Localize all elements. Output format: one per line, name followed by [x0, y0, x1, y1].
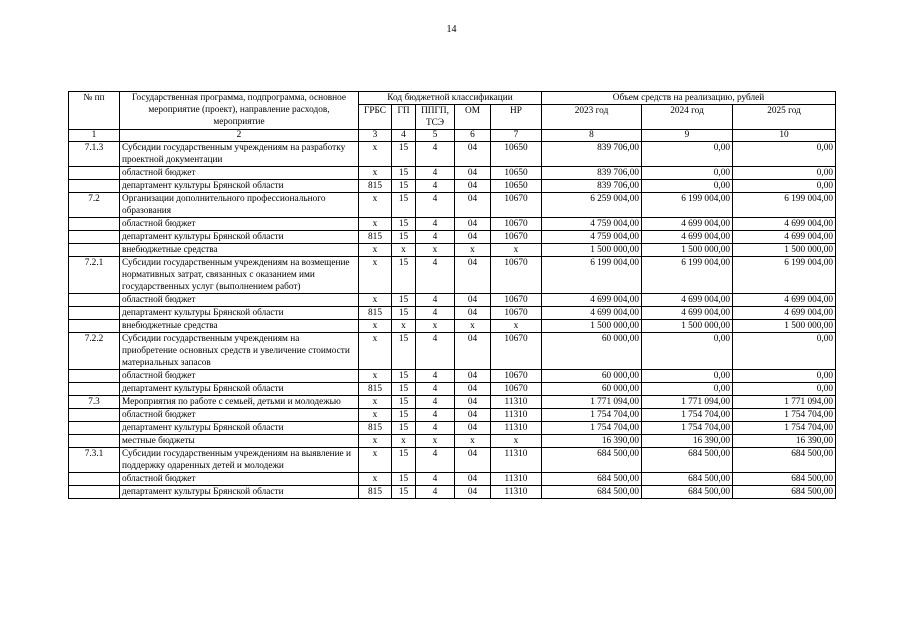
- row-number: [69, 231, 120, 244]
- cell-nr: 10670: [491, 231, 542, 244]
- cell-gp: 15: [392, 383, 416, 396]
- table-row: [69, 257, 836, 294]
- cell-2023: 839 706,00: [542, 180, 642, 193]
- cell-2023: 60 000,00: [542, 383, 642, 396]
- row-number: [69, 435, 120, 448]
- cell-nr: 11310: [491, 422, 542, 435]
- table-row: [69, 142, 836, 167]
- cell-ppgp: х: [416, 244, 455, 257]
- cell-gp: 15: [392, 180, 416, 193]
- cell-2025: 0,00: [733, 370, 836, 383]
- header-ppgp: ППГП, ТСЭ: [416, 105, 455, 130]
- cell-ppgp: 4: [416, 422, 455, 435]
- cell-grbs: х: [359, 396, 392, 409]
- cell-2025: 684 500,00: [733, 486, 836, 499]
- cell-grbs: х: [359, 409, 392, 422]
- cell-nr: 11310: [491, 448, 542, 473]
- table-header: [69, 92, 836, 130]
- row-name: областной бюджет: [120, 409, 359, 422]
- cell-nr: 10670: [491, 370, 542, 383]
- row-name: областной бюджет: [120, 294, 359, 307]
- cell-grbs: х: [359, 244, 392, 257]
- cell-2024: 684 500,00: [642, 486, 733, 499]
- header-classification-group: Код бюджетной классификации: [359, 92, 542, 105]
- column-number: 9: [642, 130, 733, 142]
- table-row: [69, 448, 836, 473]
- cell-2024: 1 500 000,00: [642, 320, 733, 333]
- cell-grbs: х: [359, 435, 392, 448]
- cell-ppgp: 4: [416, 142, 455, 167]
- row-number: [69, 180, 120, 193]
- row-name: департамент культуры Брянской области: [120, 422, 359, 435]
- cell-grbs: х: [359, 294, 392, 307]
- cell-om: х: [455, 320, 491, 333]
- cell-ppgp: 4: [416, 370, 455, 383]
- cell-2025: 4 699 004,00: [733, 307, 836, 320]
- cell-ppgp: 4: [416, 218, 455, 231]
- column-number: 2: [120, 130, 359, 142]
- cell-ppgp: 4: [416, 383, 455, 396]
- cell-nr: 10670: [491, 218, 542, 231]
- cell-2025: 684 500,00: [733, 473, 836, 486]
- cell-om: 04: [455, 294, 491, 307]
- column-number: 4: [392, 130, 416, 142]
- header-year-2025: 2025 год: [733, 105, 836, 130]
- cell-nr: х: [491, 435, 542, 448]
- cell-ppgp: 4: [416, 294, 455, 307]
- cell-ppgp: х: [416, 320, 455, 333]
- cell-2025: 0,00: [733, 167, 836, 180]
- cell-ppgp: 4: [416, 333, 455, 370]
- table-row: [69, 473, 836, 486]
- column-number: 1: [69, 130, 120, 142]
- cell-2024: 0,00: [642, 167, 733, 180]
- table-row: [69, 231, 836, 244]
- cell-2024: 0,00: [642, 383, 733, 396]
- column-number: 8: [542, 130, 642, 142]
- cell-gp: 15: [392, 307, 416, 320]
- header-nr: НР: [491, 105, 542, 130]
- table-row: [69, 244, 836, 257]
- cell-nr: 10670: [491, 383, 542, 396]
- header-num: № пп: [69, 92, 120, 130]
- row-number: 7.2: [69, 193, 120, 218]
- cell-gp: 15: [392, 448, 416, 473]
- cell-ppgp: 4: [416, 231, 455, 244]
- cell-ppgp: 4: [416, 473, 455, 486]
- cell-nr: 11310: [491, 473, 542, 486]
- table-row: [69, 218, 836, 231]
- cell-om: 04: [455, 333, 491, 370]
- column-number: 5: [416, 130, 455, 142]
- row-number: 7.2.1: [69, 257, 120, 294]
- cell-om: х: [455, 435, 491, 448]
- cell-2024: 4 699 004,00: [642, 218, 733, 231]
- cell-grbs: х: [359, 333, 392, 370]
- cell-2025: 1 754 704,00: [733, 422, 836, 435]
- budget-table: [68, 91, 836, 499]
- row-number: [69, 244, 120, 257]
- table-row: [69, 307, 836, 320]
- row-number: [69, 422, 120, 435]
- cell-grbs: х: [359, 167, 392, 180]
- cell-ppgp: х: [416, 435, 455, 448]
- cell-ppgp: 4: [416, 448, 455, 473]
- cell-2023: 6 199 004,00: [542, 257, 642, 294]
- cell-2024: 4 699 004,00: [642, 294, 733, 307]
- page-number: 14: [446, 24, 457, 35]
- header-volume-group: Объем средств на реализацию, рублей: [542, 92, 836, 105]
- cell-2024: 0,00: [642, 142, 733, 167]
- table-row: [69, 383, 836, 396]
- cell-2024: 0,00: [642, 370, 733, 383]
- cell-nr: 11310: [491, 396, 542, 409]
- row-number: [69, 167, 120, 180]
- row-name: Субсидии государственным учреждениям на выявление и поддержку одаренных детей и молодежи: [120, 448, 359, 473]
- cell-ppgp: 4: [416, 257, 455, 294]
- cell-2023: 4 759 004,00: [542, 218, 642, 231]
- cell-2025: 684 500,00: [733, 448, 836, 473]
- cell-2023: 60 000,00: [542, 370, 642, 383]
- cell-grbs: х: [359, 218, 392, 231]
- cell-ppgp: 4: [416, 193, 455, 218]
- table-row: [69, 180, 836, 193]
- table-row: [69, 333, 836, 370]
- cell-grbs: х: [359, 193, 392, 218]
- row-name: департамент культуры Брянской области: [120, 180, 359, 193]
- cell-gp: 15: [392, 142, 416, 167]
- row-name: Организации дополнительного профессионального образования: [120, 193, 359, 218]
- cell-ppgp: 4: [416, 396, 455, 409]
- cell-2023: 1 754 704,00: [542, 409, 642, 422]
- table-row: [69, 320, 836, 333]
- cell-2023: 1 500 000,00: [542, 320, 642, 333]
- cell-gp: 15: [392, 473, 416, 486]
- cell-nr: 10670: [491, 193, 542, 218]
- cell-om: 04: [455, 307, 491, 320]
- cell-om: 04: [455, 142, 491, 167]
- row-name: Субсидии государственным учреждениям на приобретение основных средств и увеличение стоимости материальных запасов: [120, 333, 359, 370]
- cell-nr: 10650: [491, 180, 542, 193]
- cell-2025: 1 754 704,00: [733, 409, 836, 422]
- cell-grbs: х: [359, 370, 392, 383]
- row-number: [69, 294, 120, 307]
- table-row: [69, 486, 836, 499]
- row-number: 7.2.2: [69, 333, 120, 370]
- cell-2025: 1 500 000,00: [733, 244, 836, 257]
- row-number: [69, 409, 120, 422]
- cell-om: 04: [455, 473, 491, 486]
- cell-2023: 839 706,00: [542, 142, 642, 167]
- row-name: внебюджетные средства: [120, 320, 359, 333]
- cell-2024: 1 754 704,00: [642, 409, 733, 422]
- column-number-row: [69, 130, 836, 142]
- column-number: 7: [491, 130, 542, 142]
- cell-grbs: 815: [359, 180, 392, 193]
- cell-2023: 684 500,00: [542, 448, 642, 473]
- cell-ppgp: 4: [416, 167, 455, 180]
- row-number: 7.3.1: [69, 448, 120, 473]
- cell-2023: 16 390,00: [542, 435, 642, 448]
- cell-gp: х: [392, 435, 416, 448]
- cell-gp: 15: [392, 333, 416, 370]
- cell-2023: 60 000,00: [542, 333, 642, 370]
- cell-gp: х: [392, 244, 416, 257]
- row-name: Субсидии государственным учреждениям на возмещение нормативных затрат, связанных с оказанием ими государственных услуг (выполнением работ): [120, 257, 359, 294]
- cell-2024: 16 390,00: [642, 435, 733, 448]
- cell-grbs: х: [359, 257, 392, 294]
- cell-om: 04: [455, 422, 491, 435]
- cell-2025: 4 699 004,00: [733, 294, 836, 307]
- cell-grbs: 815: [359, 422, 392, 435]
- cell-2025: 0,00: [733, 180, 836, 193]
- row-name: областной бюджет: [120, 473, 359, 486]
- column-number: 6: [455, 130, 491, 142]
- cell-gp: 15: [392, 167, 416, 180]
- table-row: [69, 435, 836, 448]
- column-number: 10: [733, 130, 836, 142]
- row-number: 7.1.3: [69, 142, 120, 167]
- row-number: [69, 307, 120, 320]
- cell-2025: 1 500 000,00: [733, 320, 836, 333]
- cell-om: 04: [455, 486, 491, 499]
- cell-2024: 0,00: [642, 333, 733, 370]
- table-row: [69, 422, 836, 435]
- header-om: ОМ: [455, 105, 491, 130]
- cell-2025: 0,00: [733, 333, 836, 370]
- row-name: внебюджетные средства: [120, 244, 359, 257]
- row-name: областной бюджет: [120, 370, 359, 383]
- cell-nr: х: [491, 320, 542, 333]
- cell-grbs: х: [359, 473, 392, 486]
- cell-2024: 1 771 094,00: [642, 396, 733, 409]
- row-number: [69, 383, 120, 396]
- cell-grbs: 815: [359, 231, 392, 244]
- cell-2024: 4 699 004,00: [642, 307, 733, 320]
- cell-nr: 10670: [491, 307, 542, 320]
- row-name: департамент культуры Брянской области: [120, 486, 359, 499]
- table-body: [69, 130, 836, 499]
- header-grbs: ГРБС: [359, 105, 392, 130]
- cell-2024: 1 754 704,00: [642, 422, 733, 435]
- cell-2024: 1 500 000,00: [642, 244, 733, 257]
- cell-om: 04: [455, 409, 491, 422]
- header-name: Государственная программа, подпрограмма, основное мероприятие (проект), направление расходов, мероприятие: [120, 92, 359, 130]
- cell-grbs: х: [359, 142, 392, 167]
- row-number: [69, 473, 120, 486]
- cell-2023: 1 754 704,00: [542, 422, 642, 435]
- cell-nr: х: [491, 244, 542, 257]
- cell-grbs: 815: [359, 307, 392, 320]
- cell-2023: 684 500,00: [542, 473, 642, 486]
- table-row: [69, 193, 836, 218]
- row-name: департамент культуры Брянской области: [120, 307, 359, 320]
- cell-nr: 10650: [491, 142, 542, 167]
- cell-gp: 15: [392, 486, 416, 499]
- cell-nr: 11310: [491, 409, 542, 422]
- cell-gp: 15: [392, 422, 416, 435]
- cell-grbs: х: [359, 448, 392, 473]
- cell-grbs: 815: [359, 383, 392, 396]
- cell-ppgp: 4: [416, 307, 455, 320]
- cell-gp: 15: [392, 231, 416, 244]
- cell-2025: 0,00: [733, 383, 836, 396]
- column-number: 3: [359, 130, 392, 142]
- cell-2023: 4 699 004,00: [542, 294, 642, 307]
- cell-2025: 0,00: [733, 142, 836, 167]
- cell-2025: 16 390,00: [733, 435, 836, 448]
- row-number: [69, 320, 120, 333]
- cell-2023: 4 699 004,00: [542, 307, 642, 320]
- cell-2023: 1 771 094,00: [542, 396, 642, 409]
- cell-2025: 4 699 004,00: [733, 231, 836, 244]
- cell-2025: 6 199 004,00: [733, 193, 836, 218]
- cell-grbs: 815: [359, 486, 392, 499]
- cell-om: 04: [455, 193, 491, 218]
- cell-om: 04: [455, 231, 491, 244]
- table-row: [69, 370, 836, 383]
- cell-2024: 0,00: [642, 180, 733, 193]
- cell-2024: 6 199 004,00: [642, 257, 733, 294]
- row-name: областной бюджет: [120, 167, 359, 180]
- row-name: местные бюджеты: [120, 435, 359, 448]
- header-year-2024: 2024 год: [642, 105, 733, 130]
- cell-2023: 684 500,00: [542, 486, 642, 499]
- cell-om: 04: [455, 448, 491, 473]
- cell-2025: 4 699 004,00: [733, 218, 836, 231]
- cell-om: 04: [455, 370, 491, 383]
- row-name: Субсидии государственным учреждениям на разработку проектной документации: [120, 142, 359, 167]
- cell-nr: 10670: [491, 294, 542, 307]
- cell-2025: 1 771 094,00: [733, 396, 836, 409]
- cell-2025: 6 199 004,00: [733, 257, 836, 294]
- cell-om: 04: [455, 167, 491, 180]
- cell-nr: 10650: [491, 167, 542, 180]
- cell-grbs: х: [359, 320, 392, 333]
- cell-nr: 10670: [491, 257, 542, 294]
- cell-om: 04: [455, 383, 491, 396]
- cell-gp: 15: [392, 193, 416, 218]
- cell-gp: 15: [392, 370, 416, 383]
- row-name: Мероприятия по работе с семьей, детьми и молодежью: [120, 396, 359, 409]
- table-row: [69, 409, 836, 422]
- row-number: [69, 370, 120, 383]
- cell-nr: 11310: [491, 486, 542, 499]
- cell-gp: 15: [392, 294, 416, 307]
- row-number: [69, 486, 120, 499]
- row-number: 7.3: [69, 396, 120, 409]
- cell-ppgp: 4: [416, 409, 455, 422]
- cell-2024: 684 500,00: [642, 473, 733, 486]
- cell-2023: 1 500 000,00: [542, 244, 642, 257]
- cell-om: х: [455, 244, 491, 257]
- cell-2023: 4 759 004,00: [542, 231, 642, 244]
- header-gp: ГП: [392, 105, 416, 130]
- cell-om: 04: [455, 396, 491, 409]
- header-year-2023: 2023 год: [542, 105, 642, 130]
- cell-gp: 15: [392, 257, 416, 294]
- row-name: департамент культуры Брянской области: [120, 383, 359, 396]
- row-name: департамент культуры Брянской области: [120, 231, 359, 244]
- cell-ppgp: 4: [416, 180, 455, 193]
- row-number: [69, 218, 120, 231]
- cell-2024: 6 199 004,00: [642, 193, 733, 218]
- cell-gp: 15: [392, 409, 416, 422]
- cell-om: 04: [455, 218, 491, 231]
- cell-2024: 684 500,00: [642, 448, 733, 473]
- cell-gp: 15: [392, 396, 416, 409]
- row-name: областной бюджет: [120, 218, 359, 231]
- cell-gp: 15: [392, 218, 416, 231]
- table-row: [69, 396, 836, 409]
- cell-gp: х: [392, 320, 416, 333]
- table-row: [69, 167, 836, 180]
- table-row: [69, 294, 836, 307]
- cell-om: 04: [455, 257, 491, 294]
- cell-2024: 4 699 004,00: [642, 231, 733, 244]
- cell-2023: 6 259 004,00: [542, 193, 642, 218]
- cell-nr: 10670: [491, 333, 542, 370]
- cell-2023: 839 706,00: [542, 167, 642, 180]
- cell-ppgp: 4: [416, 486, 455, 499]
- cell-om: 04: [455, 180, 491, 193]
